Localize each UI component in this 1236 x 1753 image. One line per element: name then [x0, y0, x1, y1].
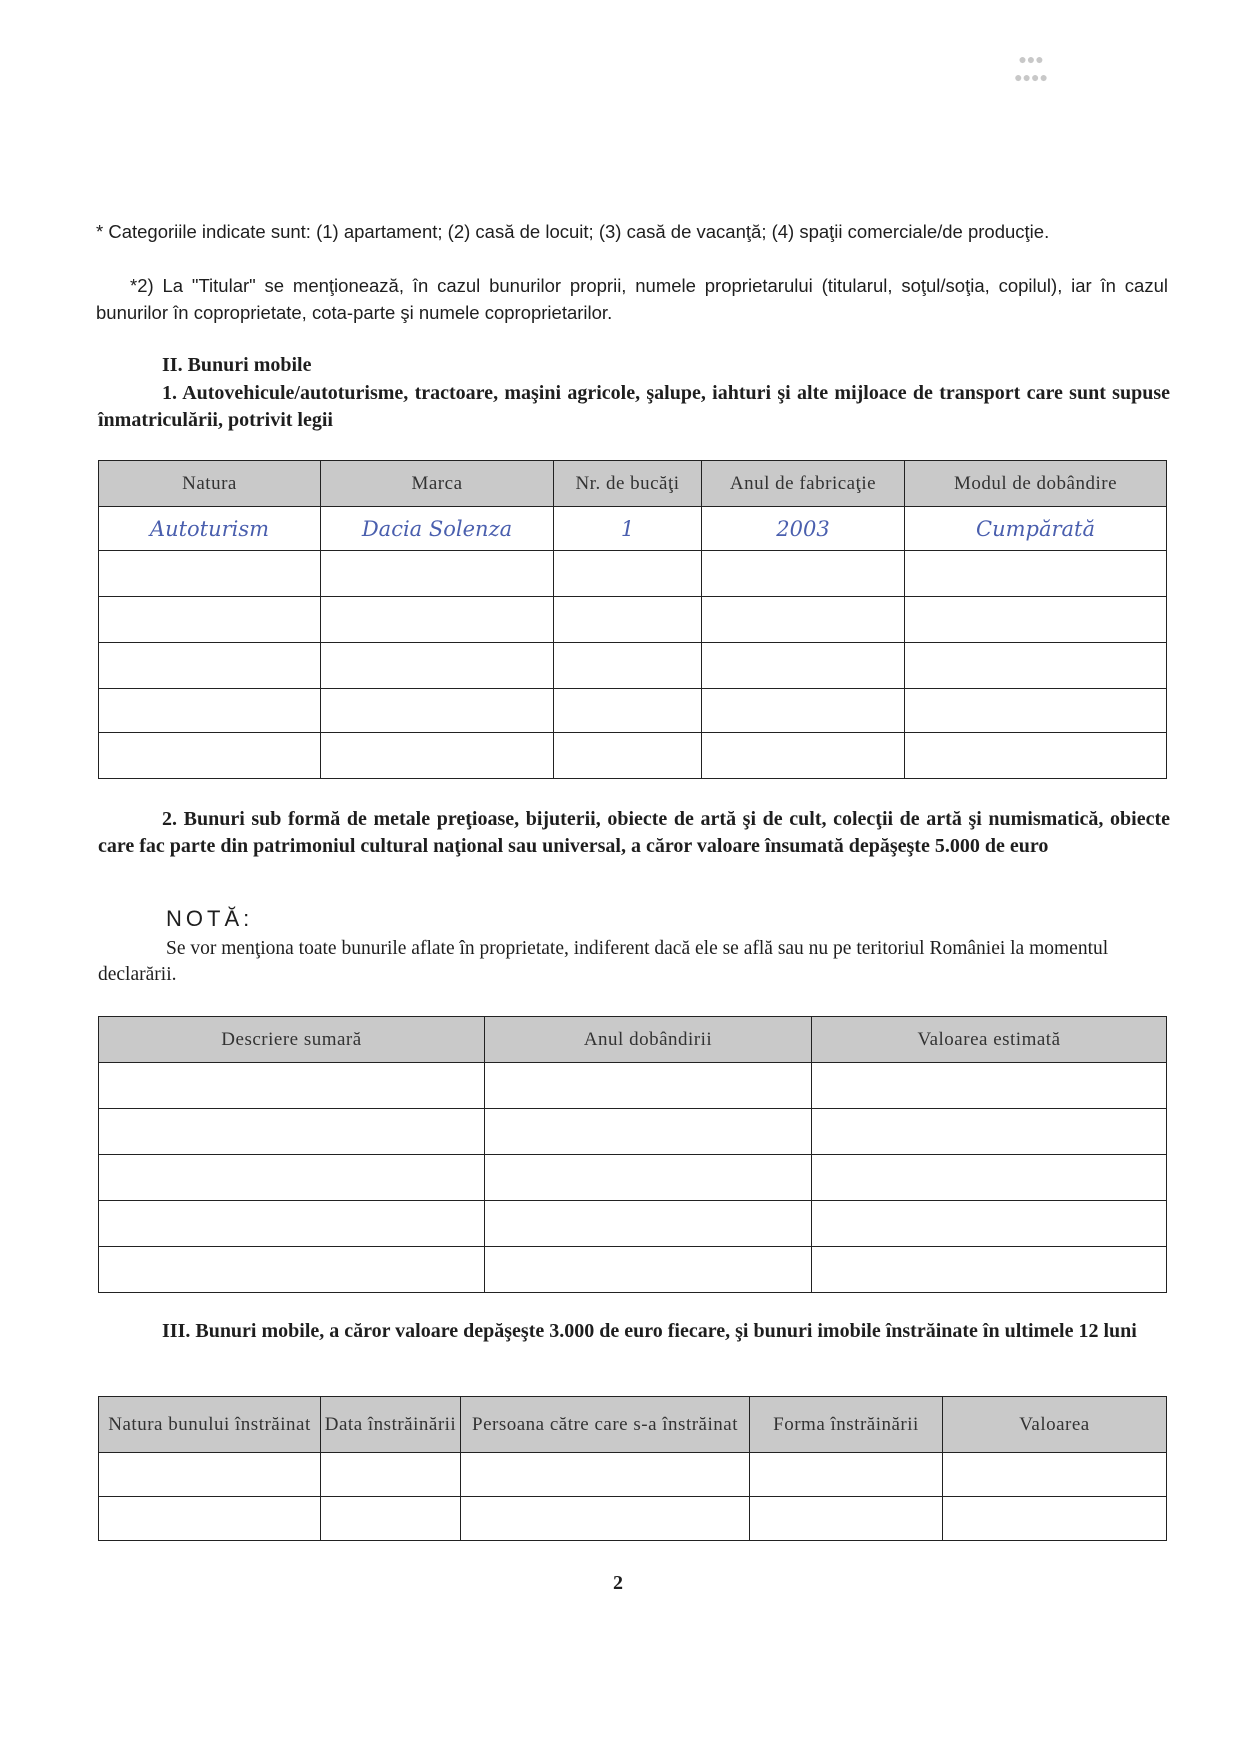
table-cell[interactable]: [812, 1155, 1167, 1201]
table-row: [99, 1109, 1167, 1155]
table-cell[interactable]: [461, 1497, 750, 1541]
vehicles-table: [98, 460, 1167, 779]
header-valoarea: Valoarea: [943, 1397, 1167, 1453]
table-row: [99, 597, 1167, 643]
header-marca: Marca: [321, 461, 554, 507]
table-cell[interactable]: [905, 597, 1167, 643]
table-cell[interactable]: [812, 1201, 1167, 1247]
table-cell[interactable]: [905, 689, 1167, 733]
table-cell[interactable]: [702, 643, 905, 689]
header-data-instrainarii: Data înstrăinării: [321, 1397, 461, 1453]
table-cell[interactable]: [812, 1109, 1167, 1155]
header-nr-bucati: Nr. de bucăţi: [554, 461, 702, 507]
table-row: [99, 1155, 1167, 1201]
table-cell[interactable]: [905, 551, 1167, 597]
note-categories: * Categoriile indicate sunt: (1) apartament; (2) casă de locuit; (3) casă de vacanţă; (4) spaţii comerciale/de producţie.: [96, 221, 1050, 242]
table-cell[interactable]: [99, 1063, 485, 1109]
table-cell[interactable]: [99, 643, 321, 689]
table-cell[interactable]: [99, 1201, 485, 1247]
table-cell[interactable]: [485, 1109, 812, 1155]
table-cell[interactable]: [99, 733, 321, 779]
table-cell[interactable]: [905, 643, 1167, 689]
table-header-row: [99, 461, 1167, 507]
table-cell[interactable]: [702, 733, 905, 779]
table-cell[interactable]: [485, 1247, 812, 1293]
alienated-assets-table: [98, 1396, 1167, 1541]
table-cell[interactable]: [99, 689, 321, 733]
table-cell[interactable]: [554, 643, 702, 689]
table-cell[interactable]: [485, 1201, 812, 1247]
header-valoarea-estimata: Valoarea estimată: [812, 1017, 1167, 1063]
table-row: [99, 689, 1167, 733]
table-row: [99, 507, 1167, 551]
nota-text: Se vor menţiona toate bunurile aflate în proprietate, indiferent dacă ele se află sau nu pe teritoriul României la momentul declarării.: [98, 938, 1109, 985]
faded-stamp: ●●● ●●●●: [1014, 51, 1048, 85]
table-cell[interactable]: [99, 551, 321, 597]
table-row: [99, 1247, 1167, 1293]
header-anul-fabricatie: Anul de fabricaţie: [702, 461, 905, 507]
table-cell[interactable]: [99, 1497, 321, 1541]
table-cell[interactable]: [554, 597, 702, 643]
table-cell[interactable]: [554, 551, 702, 597]
cell-nr-bucati[interactable]: 1: [554, 507, 702, 551]
table-cell[interactable]: [905, 733, 1167, 779]
valuables-table: [98, 1016, 1167, 1293]
table-cell[interactable]: [99, 1155, 485, 1201]
table-cell[interactable]: [943, 1497, 1167, 1541]
table-cell[interactable]: [99, 1109, 485, 1155]
table-cell[interactable]: [99, 1453, 321, 1497]
table-cell[interactable]: [321, 1497, 461, 1541]
table-cell[interactable]: [750, 1497, 943, 1541]
table-cell[interactable]: [321, 733, 554, 779]
table-cell[interactable]: [321, 1453, 461, 1497]
cell-anul-fabricatie[interactable]: 2003: [702, 507, 905, 551]
table-row: [99, 1201, 1167, 1247]
table-cell[interactable]: [485, 1155, 812, 1201]
table-header-row: [99, 1017, 1167, 1063]
note-titular: *2) La "Titular" se menţionează, în cazul bunurilor proprii, numele proprietarului (titularul, soţul/soţia, copilul), iar în cazul bunurilor în coproprietate, cota-parte şi numele coproprietarilor.: [96, 275, 1168, 323]
cell-modul-dobandire[interactable]: Cumpărată: [905, 507, 1167, 551]
table-cell[interactable]: [321, 551, 554, 597]
table-cell[interactable]: [321, 597, 554, 643]
table-row: [99, 643, 1167, 689]
table-row: [99, 551, 1167, 597]
table-cell[interactable]: [943, 1453, 1167, 1497]
table-cell[interactable]: [702, 597, 905, 643]
table-cell[interactable]: [554, 689, 702, 733]
table-cell[interactable]: [812, 1247, 1167, 1293]
subsection-1-title: 1. Autovehicule/autoturisme, tractoare, maşini agricole, şalupe, iahturi şi alte mijloace de transport care sunt supuse înmatriculării, potrivit legii: [98, 382, 1170, 431]
section-2-title: II. Bunuri mobile: [162, 354, 312, 376]
table-cell[interactable]: [485, 1063, 812, 1109]
nota-label: NOTĂ:: [166, 906, 254, 931]
header-forma-instrainarii: Forma înstrăinării: [750, 1397, 943, 1453]
table-row: [99, 1497, 1167, 1541]
table-cell[interactable]: [99, 1247, 485, 1293]
table-cell[interactable]: [321, 689, 554, 733]
table-cell[interactable]: [461, 1453, 750, 1497]
table-cell[interactable]: [750, 1453, 943, 1497]
table-cell[interactable]: [812, 1063, 1167, 1109]
table-row: [99, 733, 1167, 779]
header-anul-dobandirii: Anul dobândirii: [485, 1017, 812, 1063]
header-natura: Natura: [99, 461, 321, 507]
table-cell[interactable]: [554, 733, 702, 779]
table-header-row: [99, 1397, 1167, 1453]
header-descriere-sumara: Descriere sumară: [99, 1017, 485, 1063]
table-row: [99, 1453, 1167, 1497]
subsection-2-title: 2. Bunuri sub formă de metale preţioase, bijuterii, obiecte de artă şi de cult, colecţii de artă şi numismatică, obiecte care fac parte din patrimoniul cultural naţional sau universal, a căror valoare însumată depăşeşte 5.000 de euro: [98, 808, 1170, 857]
table-row: [99, 1063, 1167, 1109]
table-cell[interactable]: [99, 597, 321, 643]
cell-natura[interactable]: Autoturism: [99, 507, 321, 551]
page-number: 2: [613, 1572, 623, 1594]
header-natura-bunului: Natura bunului înstrăinat: [99, 1397, 321, 1453]
header-persoana: Persoana către care s-a înstrăinat: [461, 1397, 750, 1453]
section-3-title: III. Bunuri mobile, a căror valoare depăşeşte 3.000 de euro fiecare, şi bunuri imobile înstrăinate în ultimele 12 luni: [162, 1320, 1137, 1342]
table-cell[interactable]: [702, 551, 905, 597]
table-cell[interactable]: [321, 643, 554, 689]
cell-marca[interactable]: Dacia Solenza: [321, 507, 554, 551]
table-cell[interactable]: [702, 689, 905, 733]
header-modul-dobandire: Modul de dobândire: [905, 461, 1167, 507]
